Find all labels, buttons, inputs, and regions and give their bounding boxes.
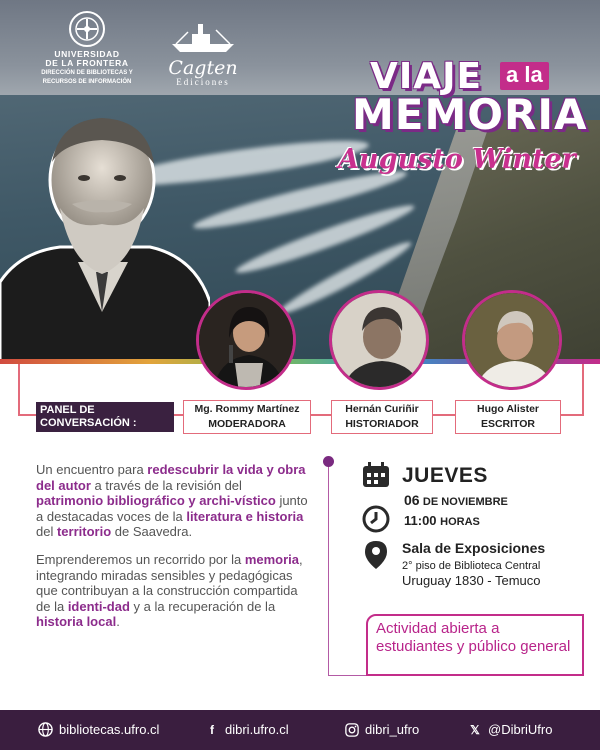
event-title bbox=[330, 56, 590, 188]
instagram-link[interactable]: dibri_ufro bbox=[365, 722, 420, 737]
panel-label bbox=[36, 402, 174, 432]
desc-highlight: redescubrir la vida y obra del autor bbox=[36, 462, 306, 493]
ufro-logo bbox=[32, 10, 142, 86]
event-venue: Sala de Exposiciones bbox=[402, 540, 546, 556]
desc-text: y a la recuperación de la bbox=[129, 598, 276, 614]
panel-label-line2: CONVERSACIÓN : bbox=[40, 417, 137, 429]
ufro-name-line1: UNIVERSIDAD bbox=[54, 49, 120, 59]
desc-highlight: historia local bbox=[36, 614, 117, 630]
desc-highlight: patrimonio bibliográfico y archi-vístico bbox=[36, 493, 276, 509]
description-paragraph-2 bbox=[36, 552, 308, 630]
open-activity-note: Actividad abierta a estudiantes y público general bbox=[366, 614, 584, 676]
globe-icon bbox=[38, 722, 53, 737]
timeline-dot bbox=[323, 456, 334, 467]
title-connector: a la bbox=[500, 62, 549, 90]
timeline-connector bbox=[328, 675, 368, 676]
event-day: JUEVES bbox=[402, 464, 488, 487]
event-date-number: 06 bbox=[404, 492, 420, 508]
desc-text: , integrando miradas sensibles y pedagógicas que contribuyan a la construcción compartida de la bbox=[36, 551, 303, 614]
panelist-card-historian bbox=[331, 400, 433, 434]
desc-text: de Saavedra. bbox=[111, 524, 193, 540]
footer-facebook[interactable] bbox=[205, 722, 289, 737]
instagram-icon bbox=[345, 723, 359, 737]
ufro-sub-line1: DIRECCIÓN DE BIBLIOTECAS Y bbox=[41, 70, 133, 76]
panelist-photo-moderator bbox=[196, 290, 296, 390]
desc-text: Emprenderemos un recorrido por la bbox=[36, 551, 245, 567]
desc-text: junto a destacadas voces de la bbox=[36, 493, 308, 524]
desc-text: Un encuentro para bbox=[36, 462, 148, 477]
timeline-line bbox=[328, 458, 329, 676]
cagten-sub: Ediciones bbox=[176, 77, 230, 87]
title-line2: MEMORIA bbox=[352, 90, 588, 139]
desc-text: a través de la revisión del bbox=[90, 477, 242, 493]
panel-label-line1: PANEL DE bbox=[40, 404, 95, 416]
panelist-role: HISTORIADOR bbox=[345, 418, 419, 430]
event-time-unit: HORAS bbox=[440, 516, 480, 528]
facebook-icon: f bbox=[210, 722, 214, 737]
footer-website[interactable] bbox=[38, 722, 159, 737]
panelist-name: Hugo Alister bbox=[476, 403, 540, 415]
panelist-role: MODERADORA bbox=[208, 418, 286, 430]
panelist-card-writer bbox=[455, 400, 561, 434]
calendar-icon bbox=[362, 462, 390, 488]
title-author: Augusto Winter bbox=[338, 144, 576, 175]
event-date-month: DE NOVIEMBRE bbox=[422, 496, 508, 508]
cagten-logo bbox=[158, 22, 248, 87]
description-paragraph-1 bbox=[36, 462, 308, 540]
clock-icon bbox=[362, 505, 390, 533]
desc-highlight: memoria bbox=[244, 551, 300, 567]
x-icon: 𝕏 bbox=[470, 722, 480, 737]
panelist-name: Mg. Rommy Martínez bbox=[194, 403, 300, 415]
location-pin-icon bbox=[364, 540, 388, 570]
desc-text: del bbox=[36, 524, 57, 540]
ship-icon bbox=[168, 22, 238, 54]
event-time-value: 11:00 bbox=[404, 513, 437, 528]
desc-highlight: identi-dad bbox=[67, 598, 130, 614]
panelist-photo-writer bbox=[462, 290, 562, 390]
university-seal-icon bbox=[68, 10, 106, 48]
website-link[interactable]: bibliotecas.ufro.cl bbox=[59, 722, 160, 737]
event-venue-address: Uruguay 1830 - Temuco bbox=[402, 573, 541, 588]
footer-instagram[interactable] bbox=[345, 722, 419, 737]
event-time bbox=[404, 513, 480, 528]
ufro-name-line2: DE LA FRONTERA bbox=[45, 58, 129, 68]
author-portrait bbox=[0, 112, 210, 362]
panelist-role: ESCRITOR bbox=[480, 418, 536, 430]
desc-highlight: literatura e historia bbox=[186, 508, 304, 524]
panelist-card-moderator bbox=[183, 400, 311, 434]
desc-highlight: territorio bbox=[56, 524, 112, 540]
panelist-name: Hernán Curiñir bbox=[345, 403, 419, 415]
footer-bar bbox=[0, 710, 600, 750]
title-line1: VIAJE bbox=[370, 56, 483, 97]
facebook-link[interactable]: dibri.ufro.cl bbox=[225, 722, 289, 737]
ufro-sub-line2: RECURSOS DE INFORMACIÓN bbox=[42, 79, 132, 85]
footer-x[interactable] bbox=[468, 722, 552, 737]
event-venue-floor: 2° piso de Biblioteca Central bbox=[402, 560, 541, 572]
event-description bbox=[36, 462, 308, 642]
x-link[interactable]: @DibriUfro bbox=[488, 722, 553, 737]
cagten-name: Cagten bbox=[168, 57, 238, 79]
event-date bbox=[404, 492, 508, 508]
desc-text: . bbox=[116, 614, 120, 630]
panelist-photo-historian bbox=[329, 290, 429, 390]
